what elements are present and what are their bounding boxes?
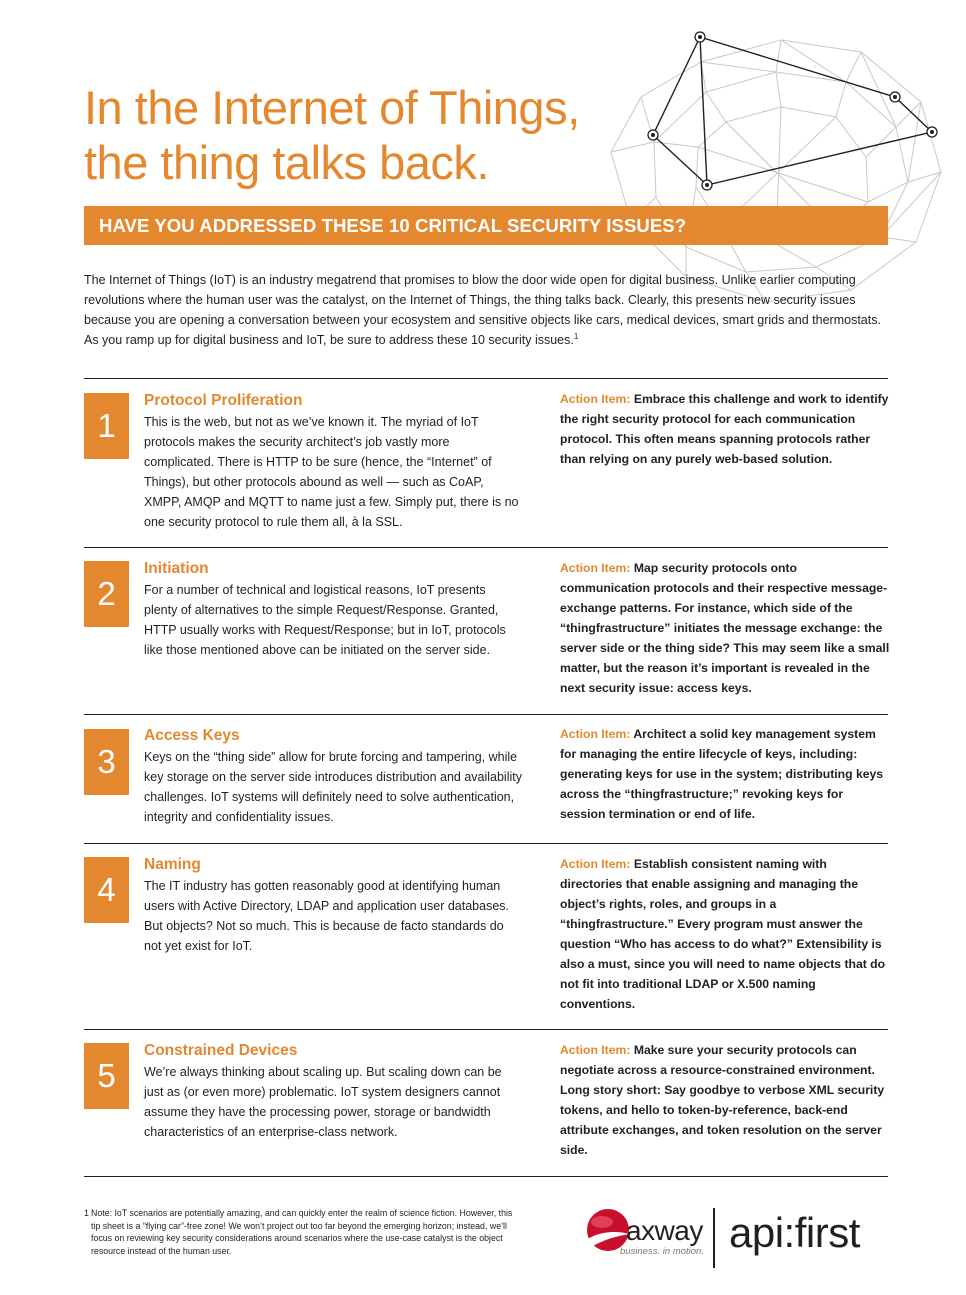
issue-body: We’re always thinking about scaling up. But scaling down can be just as (or even more) problematic. IoT system designers cannot assume they have the processing power, storage or bandwidth characteristics of an enterprise-class network.	[144, 1065, 502, 1139]
action-item-text: Embrace this challenge and work to identify the right security protocol for each communication protocol. This often means spanning protocols rather than relying on any purely web-based solution.	[560, 392, 889, 466]
action-item-label: Action Item:	[560, 392, 631, 406]
issue-action-item	[560, 724, 890, 824]
action-item-text: Establish consistent naming with directories that enable assigning and managing the object’s rights, roles, and groups in a “thingfrastructure.” Every program must answer the question “Who has access to do what?” Extensibility is also a must, since you will need to name objects that do not fit into traditional LDAP or X.500 naming conventions.	[560, 857, 886, 1011]
network-sphere-graphic	[596, 22, 956, 312]
issue-body: The IT industry has gotten reasonably good at identifying human users with Active Directory, LDAP and application user databases. But objects? Not so much. This is because de facto standards do not yet exist for IoT.	[144, 879, 510, 953]
issue-number-badge: 1	[84, 393, 129, 459]
logo-product-name: api:first	[729, 1209, 860, 1256]
divider-line	[84, 1176, 888, 1177]
action-item-text: Architect a solid key management system for managing the entire lifecycle of keys, including: generating keys for use in the system; distributing keys across the “thingfrastructure;” revoking keys for session termination or end of life.	[560, 727, 884, 821]
issue-number-badge: 4	[84, 857, 129, 923]
issue-number-badge: 2	[84, 561, 129, 627]
footnote-text: Note: IoT scenarios are potentially amazing, and can quickly enter the realm of science fiction. However, this tip sheet is a “flying car”-free zone! We won’t project out too far beyond the emerging horizon; instead, we’ll focus on reviewing key security considerations around scenarios where the use-case catalyst is the object resource instead of the human user.	[91, 1208, 513, 1256]
footnote	[84, 1207, 514, 1257]
issue-action-item	[560, 389, 890, 469]
divider-line	[84, 1029, 888, 1030]
action-item-text: Map security protocols onto communication protocols and their respective message-exchange patterns. For instance, which side of the “thingfrastructure” initiates the message exchange: the server side or the thing side? This may seem like a small matter, but the reason it’s important is revealed in the next security issue: access keys.	[560, 561, 890, 695]
intro-paragraph	[84, 270, 892, 350]
intro-footnote-ref: 1	[573, 331, 579, 341]
footnote-number: 1	[84, 1208, 89, 1218]
action-item-text: Make sure your security protocols can negotiate across a resource-constrained environment. Long story short: Say goodbye to verbose XML security tokens, and hello to token-by-reference, back-end attribute exchanges, and token resolution on the server side.	[560, 1043, 885, 1157]
issue-title: Access Keys	[144, 727, 240, 744]
headline-line-2: the thing talks back.	[84, 136, 489, 189]
issue-description	[144, 726, 522, 827]
issue-number-badge: 3	[84, 729, 129, 795]
divider-line	[84, 378, 888, 379]
issue-description	[144, 559, 522, 660]
page-headline	[84, 80, 580, 190]
issue-title: Initiation	[144, 560, 209, 577]
issue-title: Protocol Proliferation	[144, 392, 303, 409]
issue-title: Naming	[144, 856, 201, 873]
issue-description	[144, 1041, 522, 1142]
issue-description	[144, 391, 522, 532]
issue-action-item	[560, 854, 890, 1014]
issue-body: Keys on the “thing side” allow for brute forcing and tampering, while key storage on the server side introduces distribution and availability challenges. IoT systems will definitely need to solve authentication, integrity and confidentiality issues.	[144, 750, 522, 824]
issue-action-item	[560, 1040, 890, 1160]
section-banner: HAVE YOU ADDRESSED THESE 10 CRITICAL SECURITY ISSUES?	[84, 206, 888, 245]
axway-api-first-logo	[584, 1206, 890, 1270]
logo-brand-name: axway	[626, 1215, 703, 1246]
action-item-label: Action Item:	[560, 1043, 631, 1057]
issue-number-badge: 5	[84, 1043, 129, 1109]
logo-divider	[713, 1208, 715, 1268]
action-item-label: Action Item:	[560, 857, 631, 871]
issue-body: For a number of technical and logistical reasons, IoT presents plenty of alternatives to the simple Request/Response. Granted, HTTP usually works with Request/Response; but in IoT, protocols like those mentioned above can be initiated on the server side.	[144, 583, 506, 657]
divider-line	[84, 547, 888, 548]
action-item-label: Action Item:	[560, 561, 631, 575]
action-item-label: Action Item:	[560, 727, 631, 741]
headline-line-1: In the Internet of Things,	[84, 81, 580, 134]
intro-text: The Internet of Things (IoT) is an industry megatrend that promises to blow the door wide open for digital business. Unlike earlier computing revolutions where the human user was the catalyst, on the Internet of Things, the thing talks back. Clearly, this presents new security issues because you are opening a conversation between your ecosystem and sensitive objects like cars, medical devices, smart grids and thermostats. As you ramp up for digital business and IoT, be sure to address these 10 security issues.	[84, 273, 881, 347]
issue-action-item	[560, 558, 890, 698]
divider-line	[84, 714, 888, 715]
issue-body: This is the web, but not as we’ve known it. The myriad of IoT protocols makes the security architect’s job vastly more complicated. There is HTTP to be sure (hence, the “Internet” of Things), but other protocols abound as well — such as CoAP, XMPP, AMQP and MQTT to name just a few. Simply put, there is no one security protocol to rule them all, à la SSL.	[144, 415, 519, 529]
logo-tagline: business. in motion.	[620, 1246, 704, 1257]
issue-title: Constrained Devices	[144, 1042, 298, 1059]
issue-description	[144, 855, 522, 956]
divider-line	[84, 843, 888, 844]
